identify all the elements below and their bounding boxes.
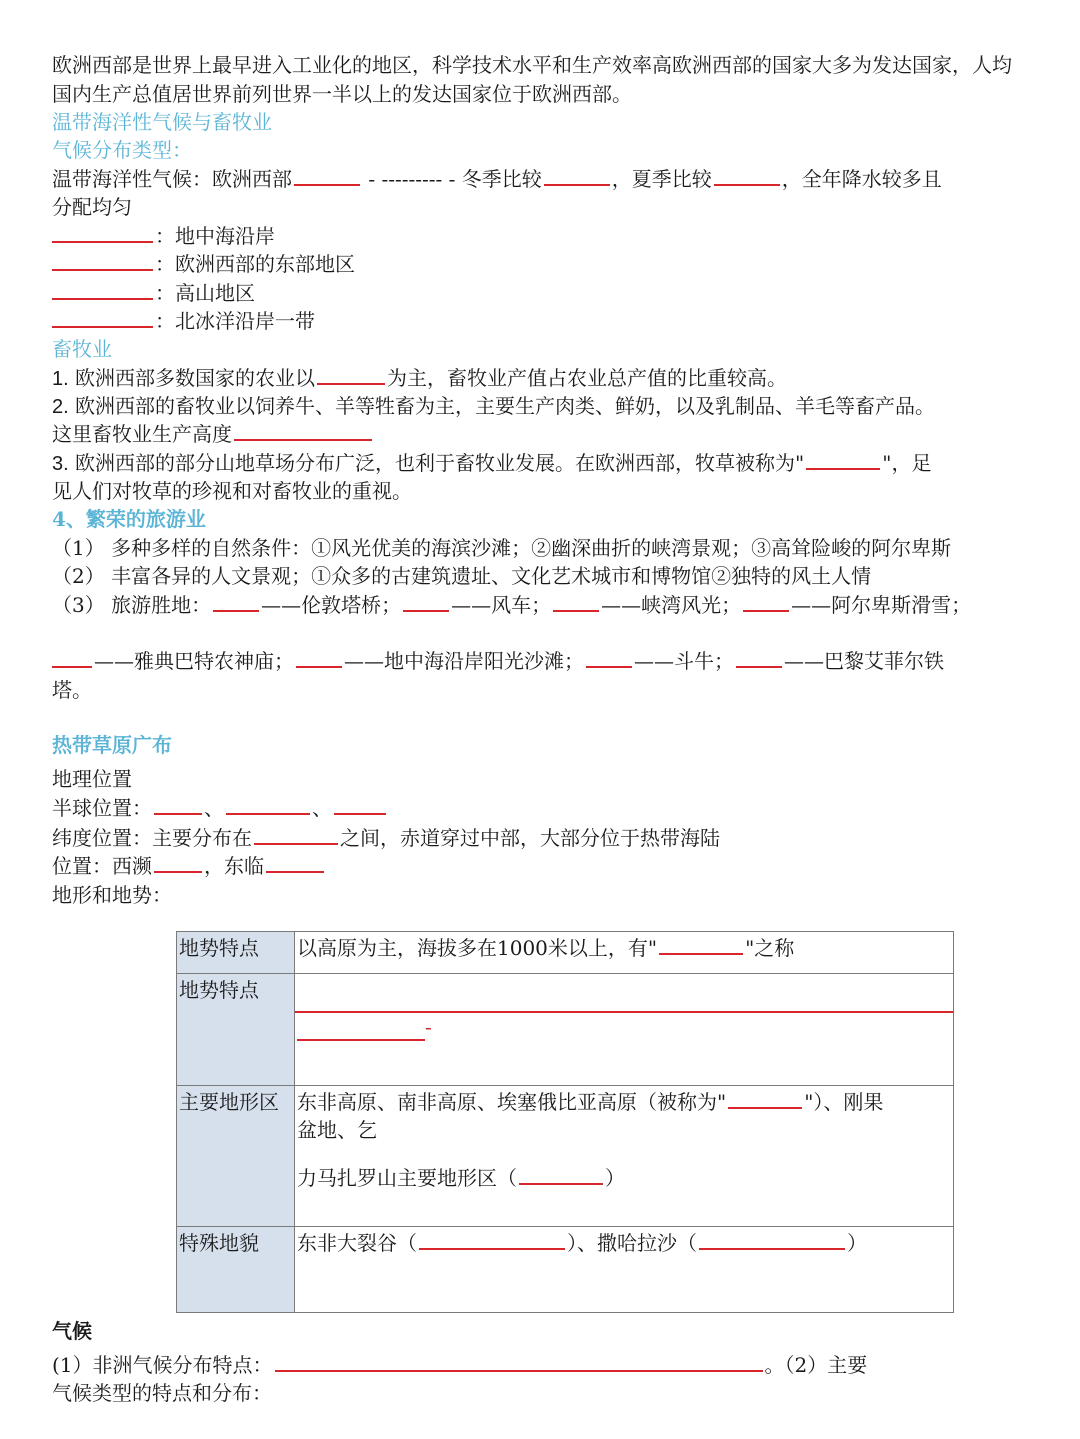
- fill-blank[interactable]: [52, 223, 153, 243]
- fill-blank[interactable]: [297, 1013, 425, 1041]
- fill-blank[interactable]: [234, 421, 372, 441]
- item-text: 这里畜牧业生产高度: [52, 422, 232, 446]
- fill-blank[interactable]: [334, 795, 386, 815]
- fill-blank[interactable]: [226, 795, 310, 815]
- tourism-sites-label: （3） 旅游胜地：: [52, 593, 212, 617]
- sight-label: ——地中海沿岸阳光沙滩；: [344, 649, 584, 673]
- tourism-tail: 塔。: [52, 678, 92, 702]
- answer-line-short: [295, 1013, 953, 1041]
- fill-blank[interactable]: [519, 1165, 603, 1185]
- climate-region-row: [52, 307, 315, 335]
- sight-label: ——阿尔卑斯滑雪；: [791, 593, 972, 617]
- fill-blank[interactable]: [254, 825, 338, 845]
- fill-blank[interactable]: [154, 795, 202, 815]
- sight-label: ——雅典巴特农神庙；: [94, 649, 294, 673]
- tourism-sights-row-2: [52, 647, 944, 675]
- husbandry-item-1: [52, 364, 787, 393]
- separator: 、: [312, 796, 332, 820]
- table-row: [177, 1086, 954, 1227]
- hemisphere-label: 半球位置：: [52, 796, 152, 820]
- item-number: 2.: [52, 396, 69, 418]
- climate-subheading: 气候分布类型：: [52, 138, 192, 162]
- tourism-item-3: [52, 591, 971, 619]
- item-text: 欧洲西部的部分山地草场分布广泛，也利于畜牧业发展。在欧洲西部，牧草被称为": [75, 451, 805, 475]
- tourism-item-2: （2） 丰富各异的人文景观；①众多的古建筑遗址、文化艺术城市和博物馆②独特的风土人情: [52, 564, 872, 588]
- position-text: ，东临: [204, 854, 264, 878]
- fill-blank[interactable]: [553, 592, 599, 612]
- fill-blank[interactable]: [806, 450, 880, 470]
- fill-blank[interactable]: [403, 592, 449, 612]
- region-label: ：欧洲西部的东部地区: [155, 252, 355, 276]
- latitude-text: 之间，赤道穿过中部，大部分位于热带海陆: [340, 826, 720, 850]
- fill-blank[interactable]: [294, 166, 360, 186]
- cell-text: 以高原为主，海拔多在1000米以上，有": [297, 936, 658, 960]
- table-row: [177, 974, 954, 1086]
- table-header-cell: 特殊地貌: [177, 1227, 295, 1313]
- cell-text: ）、撒哈拉沙（: [567, 1231, 697, 1255]
- section-heading-husbandry: 畜牧业: [52, 337, 112, 361]
- cell-text: 东非大裂谷（: [297, 1231, 417, 1255]
- dash-mark: -: [425, 1015, 432, 1039]
- husbandry-item-3: [52, 449, 931, 478]
- table-cell: [295, 1227, 954, 1313]
- climate-line1-c: ，夏季比较: [611, 167, 712, 191]
- intro-paragraph: 欧洲西部是世界上最早进入工业化的地区，科学技术水平和生产效率高欧洲西部的国家大多为发达国家，人均国内生产总值居世界前列世界一半以上的发达国家位于欧洲西部。: [52, 53, 1012, 106]
- climate-line1-a: 温带海洋性气候：欧洲西部: [52, 167, 292, 191]
- fill-blank[interactable]: [52, 280, 153, 300]
- fill-blank[interactable]: [714, 166, 780, 186]
- geo-position-title: 地理位置: [52, 767, 132, 791]
- table-row: [177, 1227, 954, 1313]
- cell-line: [297, 1088, 951, 1116]
- region-label: ：北冰洋沿岸一带: [155, 309, 315, 333]
- fill-blank[interactable]: [52, 648, 92, 668]
- weather-text: (1）非洲气候分布特点：: [52, 1353, 273, 1377]
- item-text: 为主，畜牧业产值占农业总产值的比重较高。: [387, 366, 788, 390]
- fill-blank[interactable]: [544, 166, 610, 186]
- climate-line-1: [52, 165, 942, 193]
- cell-text: "之称: [745, 936, 795, 960]
- weather-text: 。（2）主要: [764, 1353, 868, 1377]
- cell-text: "）、刚果: [804, 1090, 884, 1114]
- hemisphere-row: [52, 794, 388, 822]
- cell-text: ）: [605, 1166, 625, 1190]
- table-cell: [295, 974, 954, 1086]
- climate-line1-d: ，全年降水较多且: [781, 167, 942, 191]
- item-number: 3.: [52, 453, 69, 475]
- cell-line: 盆地、乞: [297, 1118, 377, 1142]
- region-label: ：高山地区: [155, 281, 255, 305]
- table-cell: [295, 1086, 954, 1227]
- table-header-cell: 主要地形区: [177, 1086, 295, 1227]
- section-heading-tourism: 4、繁荣的旅游业: [52, 507, 206, 531]
- item-text: 欧洲西部多数国家的农业以: [75, 366, 316, 390]
- table-cell: [295, 932, 954, 974]
- climate-region-row: [52, 279, 255, 307]
- cell-text: 力马扎罗山主要地形区（: [297, 1166, 517, 1190]
- terrain-table: [176, 931, 954, 1313]
- table-header-cell: 地势特点: [177, 932, 295, 974]
- sight-label: ——斗牛；: [634, 649, 734, 673]
- sight-label: ——风车；: [451, 593, 552, 617]
- table-header-cell: 地势特点: [177, 974, 295, 1086]
- fill-blank[interactable]: [419, 1230, 565, 1250]
- position-row: [52, 852, 326, 880]
- cell-line: [297, 1164, 951, 1192]
- fill-blank[interactable]: [659, 935, 743, 955]
- tourism-item-1: （1） 多种多样的自然条件：①风光优美的海滨沙滩；②幽深曲折的峡湾景观；③高耸险峻的阿尔卑斯: [52, 536, 952, 560]
- fill-blank[interactable]: [213, 592, 259, 612]
- table-row: [177, 932, 954, 974]
- latitude-row: [52, 824, 720, 852]
- fill-blank[interactable]: [275, 1352, 763, 1372]
- separator: 、: [204, 796, 224, 820]
- section-heading-savanna: 热带草原广布: [52, 733, 172, 757]
- fill-blank[interactable]: [743, 592, 789, 612]
- husbandry-item-2-cont: [52, 420, 374, 448]
- fill-blank[interactable]: [296, 648, 342, 668]
- climate-line1-dash: - --------- -: [368, 167, 456, 191]
- fill-blank[interactable]: [736, 648, 782, 668]
- climate-line1-b: 冬季比较: [461, 167, 542, 191]
- fill-blank[interactable]: [317, 365, 385, 385]
- climate-region-row: [52, 222, 275, 250]
- section-heading-climate: 温带海洋性气候与畜牧业: [52, 110, 272, 134]
- item-text: "，足: [882, 451, 932, 475]
- item-text: 欧洲西部的畜牧业以饲养牛、羊等牲畜为主，主要生产肉类、鲜奶，以及乳制品、羊毛等畜产品。: [75, 394, 936, 418]
- climate-line-2: 分配均匀: [52, 195, 132, 219]
- latitude-text: 纬度位置：主要分布在: [52, 826, 252, 850]
- husbandry-item-2: [52, 392, 935, 421]
- fill-blank[interactable]: [52, 251, 153, 271]
- husbandry-item-3-cont: 见人们对牧草的珍视和对畜牧业的重视。: [52, 479, 412, 503]
- fill-blank[interactable]: [52, 308, 153, 328]
- fill-blank[interactable]: [266, 853, 324, 873]
- fill-blank[interactable]: [154, 853, 202, 873]
- item-number: 1.: [52, 368, 69, 390]
- sight-label: ——峡湾风光；: [601, 593, 742, 617]
- climate-region-row: [52, 250, 355, 278]
- region-label: ：地中海沿岸: [155, 224, 275, 248]
- cell-text: 东非高原、南非高原、埃塞俄比亚高原（被称为": [297, 1090, 727, 1114]
- sight-label: ——巴黎艾菲尔铁: [784, 649, 944, 673]
- weather-line-2: 气候类型的特点和分布：: [52, 1381, 272, 1405]
- fill-blank[interactable]: [699, 1230, 845, 1250]
- fill-blank[interactable]: [586, 648, 632, 668]
- cell-text: ）: [847, 1231, 867, 1255]
- terrain-label: 地形和地势：: [52, 883, 172, 907]
- position-text: 位置：西濒: [52, 854, 152, 878]
- section-heading-weather: 气候: [52, 1319, 92, 1343]
- weather-line-1: [52, 1351, 867, 1379]
- answer-line[interactable]: [295, 974, 953, 1013]
- fill-blank[interactable]: [728, 1089, 802, 1109]
- sight-label: ——伦敦塔桥；: [261, 593, 402, 617]
